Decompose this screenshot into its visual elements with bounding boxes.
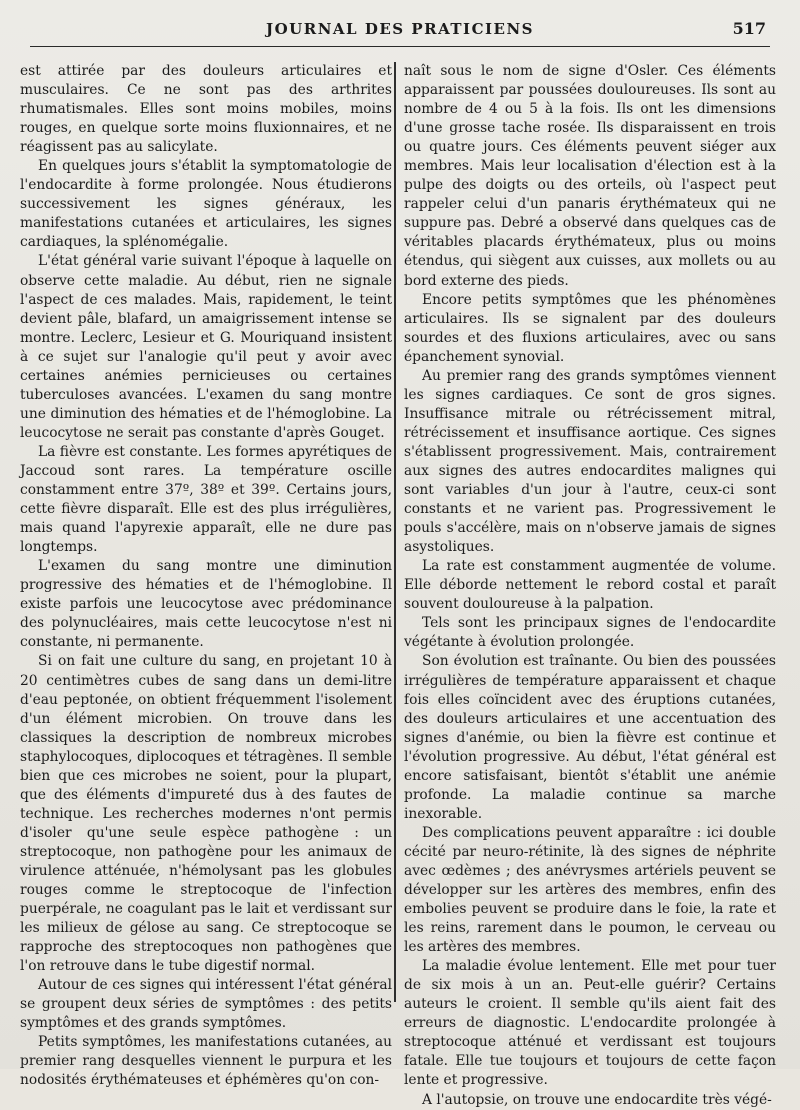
paragraph: naît sous le nom de signe d'Osler. Ces éléments apparaissent par poussées douloureuses. Ils sont au nombre de 4 ou 5 à la fois. Ils ont les dimensions d'une grosse tache rosée. Ils disparaissent en trois ou quatre jours. Ces éléments peuvent siéger aux membres. Mais leur localisation d'élection est à la pulpe des doigts ou des orteils, où l'aspect peut rappeler celui d'un panaris érythémateux qui ne suppure pas. Debré a observé dans quelques cas de véritables placards érythémateux, plus ou moins étendus, qui siègent aux cuisses, aux mollets ou au bord externe des pieds. <box>404 63 776 289</box>
paragraph: Au premier rang des grands symptômes viennent les signes cardiaques. Ce sont de gros signes. Insuffisance mitrale ou rétrécissement mitral, rétrécissement et insuffisance aortique. Ces signes s'établissent progressivement. Mais, contrairement aux signes des autres endocardites malignes qui sont variables d'un jour à l'autre, ceux-ci sont constants et ne varient pas. Progressivement le pouls s'accélère, mais on n'observe jamais de signes asystoliques. <box>404 367 776 556</box>
page-header <box>30 14 770 47</box>
paragraph: est attirée par des douleurs articulaires et musculaires. Ce ne sont pas des arthrites rhumatismales. Elles sont moins mobiles, moins rouges, en quelque sorte moins fluxionnaires, et ne réagissent pas au salicylate. <box>20 63 392 156</box>
paragraph: Autour de ces signes qui intéressent l'état général se groupent deux séries de symptômes : des petits symptômes et des grands symptômes. <box>20 977 392 1032</box>
paragraph: A l'autopsie, on trouve une endocardite très végé- <box>422 1091 772 1108</box>
article-body <box>20 62 780 1108</box>
paragraph: Si on fait une culture du sang, en projetant 10 à 20 centimètres cubes de sang dans un demi-litre d'eau peptonée, on obtient fréquemment l'isolement d'un élément microbien. On trouve dans les classiques la description de nombreux microbes staphylocoques, diplocoques et tétragènes. Il semble bien que ces microbes ne soient, pour la plupart, que des éléments d'impureté dus à des fautes de technique. Les recherches modernes n'ont permis d'isoler qu'une seule espèce pathogène : un streptocoque, non pathogène pour les animaux de virulence atténuée, n'hémolysant pas les globules rouges comme le streptocoque de l'infection puerpérale, ne coagulant pas le lait et verdissant sur les milieux de gélose au sang. Ce streptocoque se rapproche des streptocoques non pathogènes que l'on retrouve dans le tube digestif normal. <box>20 653 392 975</box>
paragraph: Son évolution est traînante. Ou bien des poussées irrégulières de température apparaissent et chaque fois elles coïncident avec des éruptions cutanées, des douleurs articulaires et une accentuation des signes d'anémie, ou bien la fièvre est continue et l'évolution progressive. Au début, l'état général est encore satisfaisant, bientôt s'établit une anémie profonde. La maladie continue sa marche inexorable. <box>404 653 776 822</box>
paragraph: Des complications peuvent apparaître : ici double cécité par neuro-rétinite, là des signes de néphrite avec œdèmes ; des anévrysmes artériels peuvent se développer sur les artères des membres, enfin des embolies peuvent se produire dans le foie, la rate et les reins, rarement dans le poumon, le cerveau ou les artères des membres. <box>404 824 776 956</box>
left-column <box>20 62 392 1089</box>
paragraph: La fièvre est constante. Les formes apyrétiques de Jaccoud sont rares. La température oscille constamment entre 37º, 38º et 39º. Certains jours, cette fièvre disparaît. Elle est des plus irrégulières, mais quand l'apyrexie apparaît, elle ne dure pas longtemps. <box>20 443 392 556</box>
right-column <box>404 62 776 1108</box>
paragraph: La rate est constamment augmentée de volume. Elle déborde nettement le rebord costal et paraît souvent douloureuse à la palpation. <box>404 558 776 613</box>
paragraph: Encore petits symptômes que les phénomènes articulaires. Ils se signalent par des douleurs sourdes et des fluxions articulaires, avec ou sans épanchement synovial. <box>404 291 776 365</box>
journal-title: JOURNAL DES PRATICIENS <box>266 20 534 38</box>
paragraph: L'examen du sang montre une diminution progressive des hématies et de l'hémoglobine. Il existe parfois une leucocytose avec prédominance des polynucléaires, mais cette leucocytose n'est ni constante, ni permanente. <box>20 558 392 651</box>
paragraph: L'état général varie suivant l'époque à laquelle on observe cette maladie. Au début, rien ne signale l'aspect de ces malades. Mais, rapidement, le teint devient pâle, blafard, un amaigrissement intense se montre. Leclerc, Lesieur et G. Mouriquand insistent à ce sujet sur l'analogie qu'il peut y avoir avec certaines anémies pernicieuses ou certaines tuberculoses avancées. L'examen du sang montre une diminution des hématies et de l'hémoglobine. La leucocytose ne serait pas constante d'après Gouget. <box>20 253 392 441</box>
paragraph: Petits symptômes, les manifestations cutanées, au premier rang desquelles viennent le purpura et les nodosités érythémateuses et éphémères qu'on con- <box>20 1034 392 1089</box>
paragraph: Tels sont les principaux signes de l'endocardite végétante à évolution prolongée. <box>404 615 776 651</box>
page-number: 517 <box>732 19 766 38</box>
paragraph: En quelques jours s'établit la symptomatologie de l'endocardite à forme prolongée. Nous étudierons successivement les signes généraux, les manifestations cutanées et articulaires, les signes cardiaques, la splénomégalie. <box>20 158 392 251</box>
paragraph: La maladie évolue lentement. Elle met pour tuer de six mois à un an. Peut-elle guérir? Certains auteurs le croient. Il semble qu'ils aient fait des erreurs de diagnostic. L'endocardite prolongée à streptocoque atténué et verdissant est toujours fatale. Elle tue toujours et toujours de cette façon lente et progressive. <box>404 958 776 1089</box>
